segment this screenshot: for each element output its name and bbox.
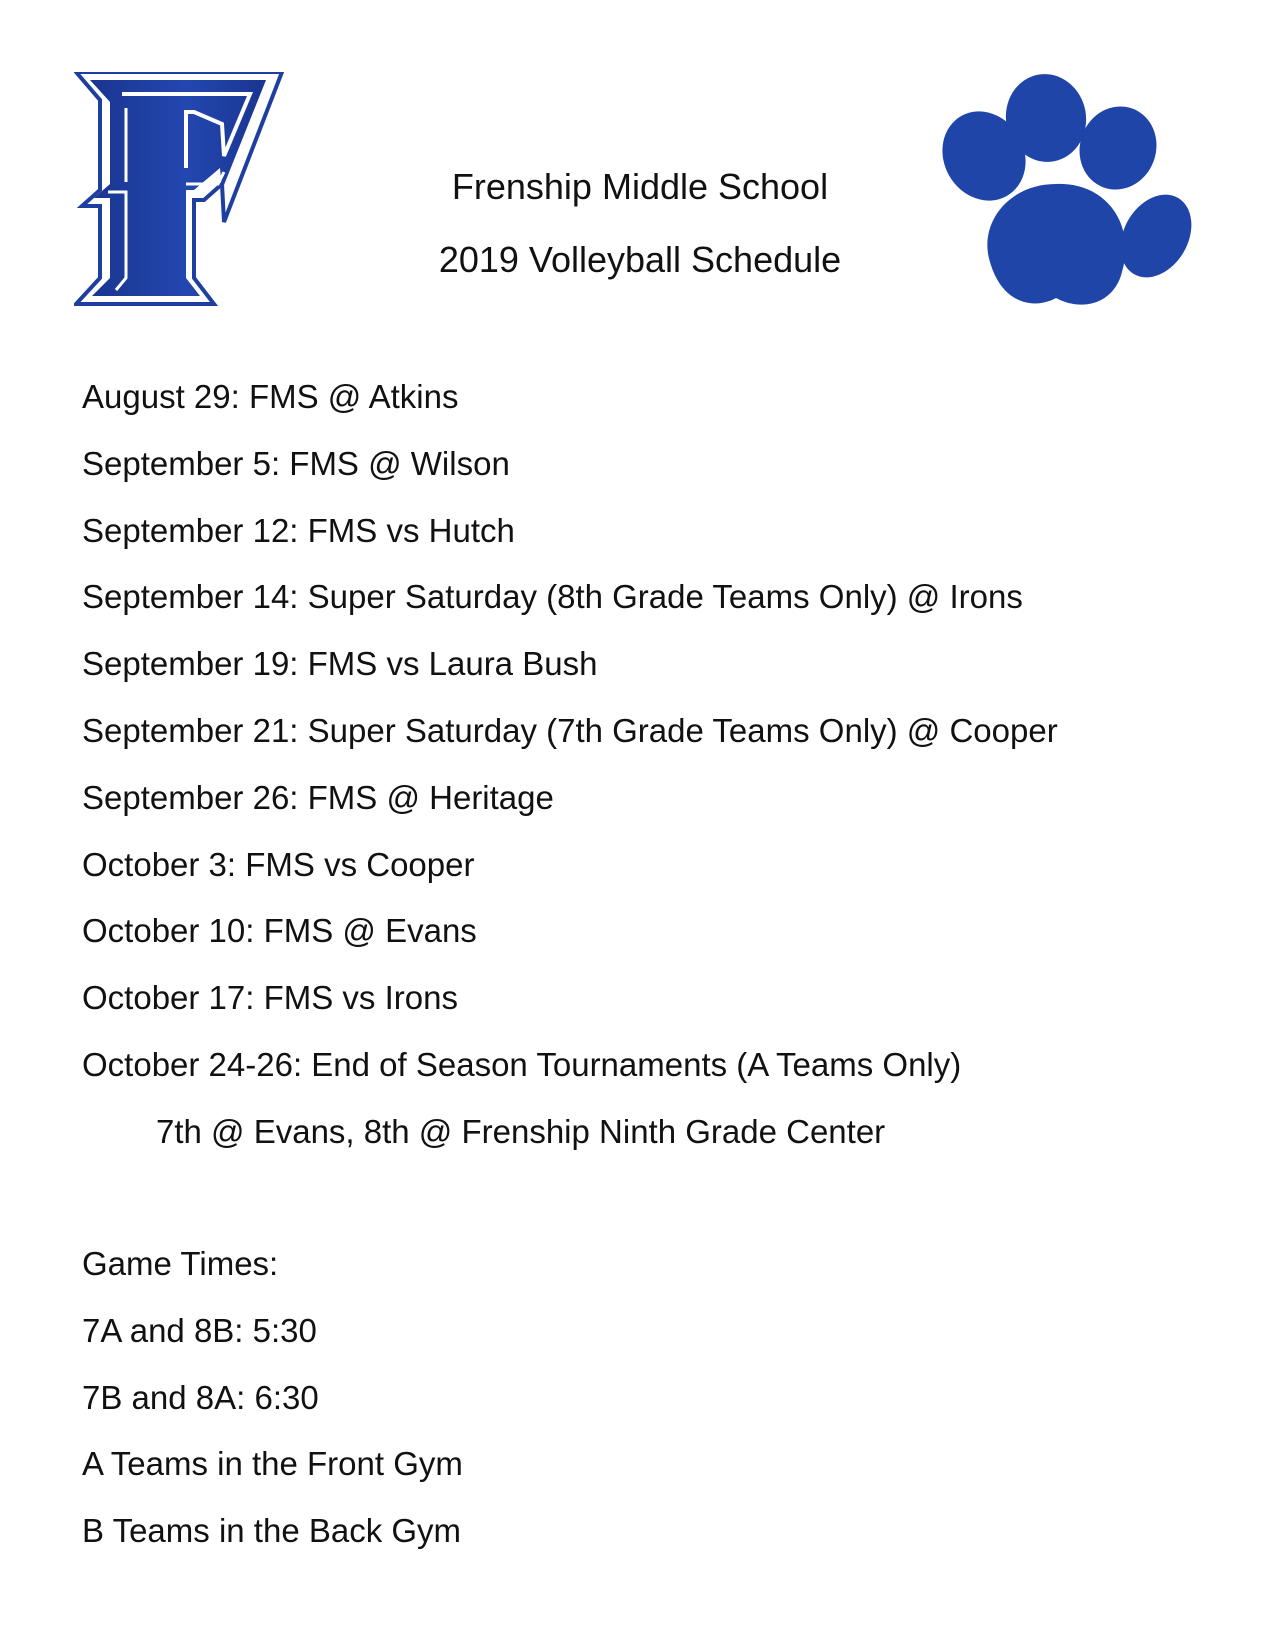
schedule-item: September 5: FMS @ Wilson [82, 444, 510, 482]
schedule-item: September 19: FMS vs Laura Bush [82, 645, 598, 683]
letter-f-logo [74, 72, 294, 308]
game-times-heading: Game Times: [82, 1245, 279, 1282]
page-title: Frenship Middle School [451, 166, 829, 207]
page-subtitle: 2019 Volleyball Schedule [438, 239, 842, 280]
schedule-item: October 10: FMS @ Evans [82, 912, 477, 950]
schedule-item: September 21: Super Saturday (7th Grade Teams Only) @ Cooper [82, 711, 1058, 749]
schedule-item: October 24-26: End of Season Tournaments (A Teams Only) [82, 1045, 962, 1083]
schedule-item: August 29: FMS @ Atkins [82, 378, 459, 415]
schedule-item: September 14: Super Saturday (8th Grade Teams Only) @ Irons [82, 578, 1023, 616]
schedule-item: September 26: FMS @ Heritage [82, 778, 554, 816]
schedule-item: September 12: FMS vs Hutch [82, 511, 515, 549]
game-time-item: 7B and 8A: 6:30 [82, 1378, 319, 1416]
game-time-item: B Teams in the Back Gym [82, 1512, 462, 1550]
game-time-item: 7A and 8B: 5:30 [82, 1311, 317, 1349]
schedule-list [82, 377, 1058, 1179]
schedule-item-detail: 7th @ Evans, 8th @ Frenship Ninth Grade Center [156, 1112, 886, 1150]
game-times-list [82, 1244, 463, 1578]
paw-print-icon [938, 74, 1200, 324]
game-time-item: A Teams in the Front Gym [82, 1445, 463, 1483]
schedule-item: October 17: FMS vs Irons [82, 979, 458, 1017]
schedule-item: October 3: FMS vs Cooper [82, 845, 475, 883]
